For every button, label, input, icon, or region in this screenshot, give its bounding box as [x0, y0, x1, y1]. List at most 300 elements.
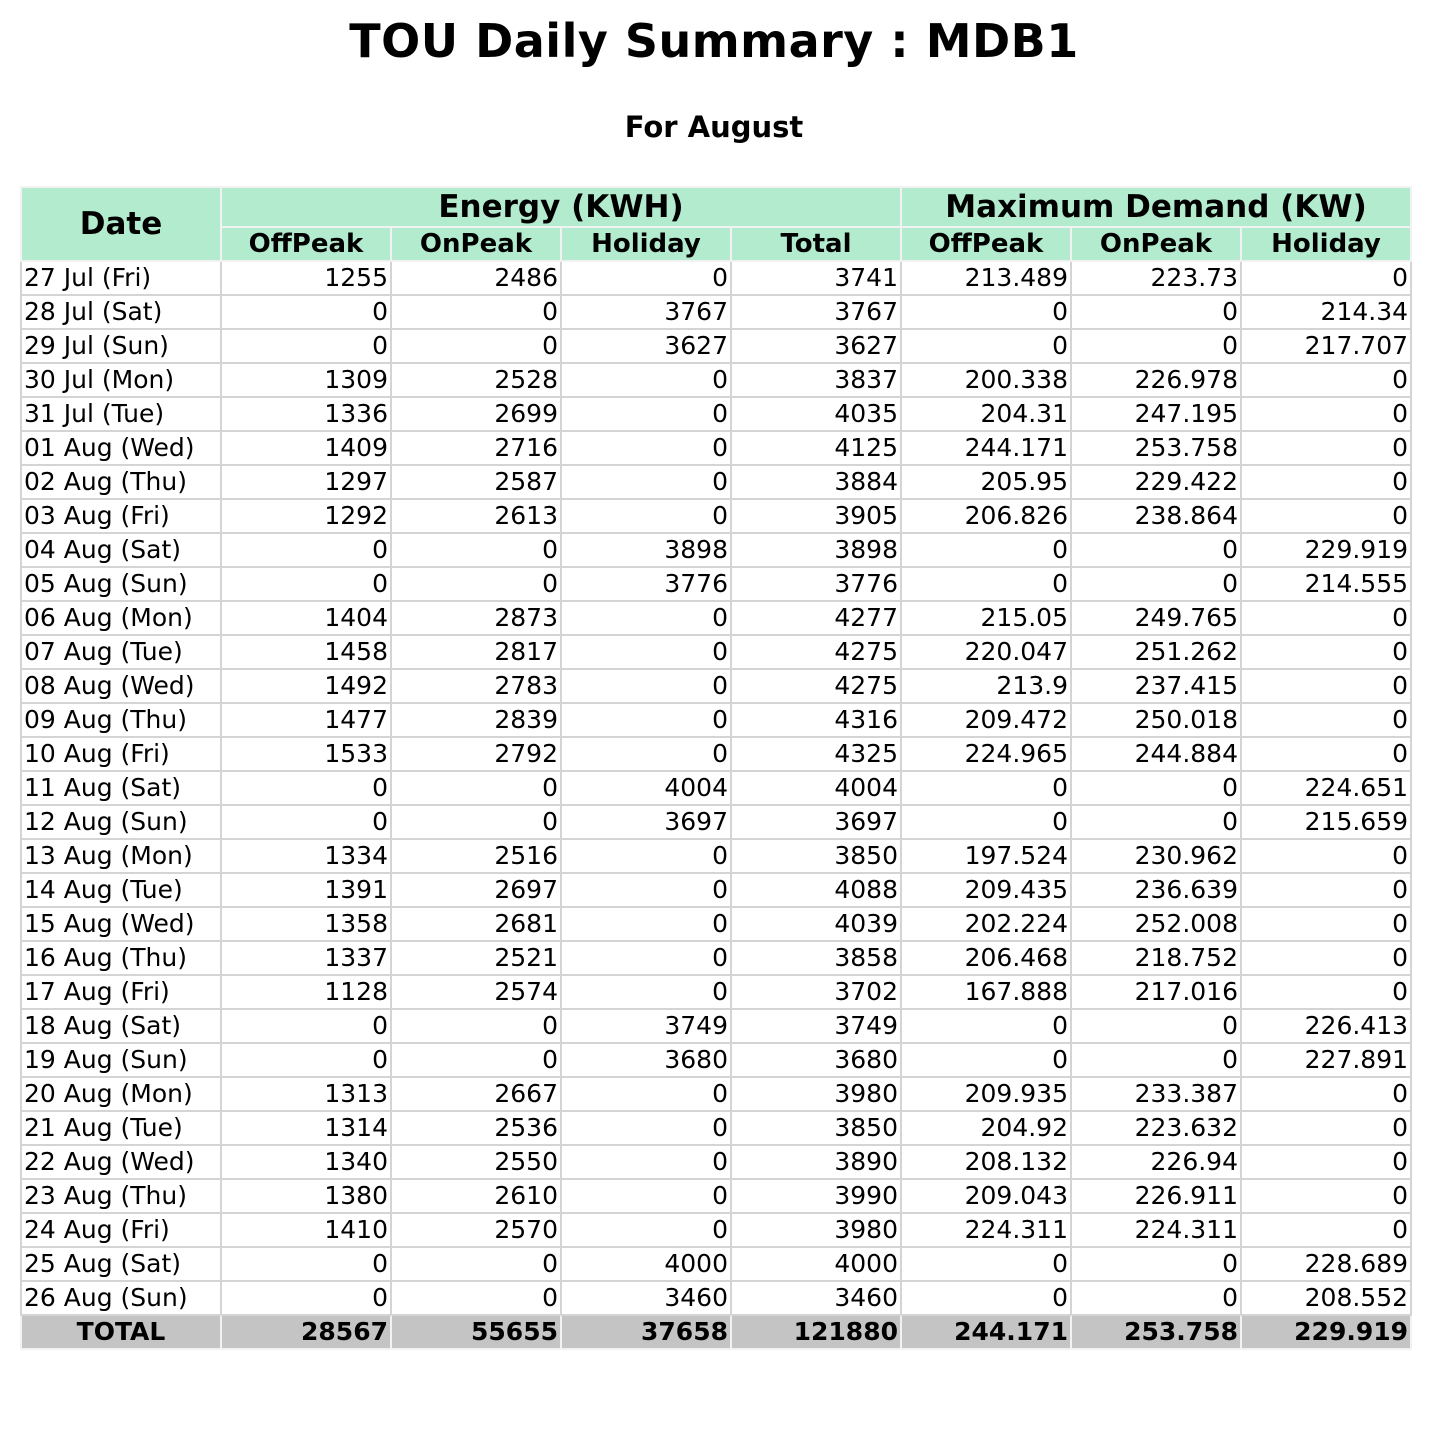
demand-onpeak-cell: 0 [1071, 805, 1241, 839]
demand-onpeak-cell: 226.978 [1071, 363, 1241, 397]
energy-holiday-cell: 0 [561, 975, 731, 1009]
date-cell: 07 Aug (Tue) [21, 635, 221, 669]
demand-offpeak-cell: 205.95 [901, 465, 1071, 499]
energy-holiday-cell: 0 [561, 363, 731, 397]
energy-total-cell: 3980 [731, 1077, 901, 1111]
demand-onpeak-cell: 217.016 [1071, 975, 1241, 1009]
demand-offpeak-cell: 0 [901, 771, 1071, 805]
energy-holiday-cell: 0 [561, 1111, 731, 1145]
demand-offpeak-cell: 0 [901, 1009, 1071, 1043]
demand-holiday-cell: 0 [1241, 737, 1411, 771]
date-cell: 03 Aug (Fri) [21, 499, 221, 533]
demand-onpeak-cell: 244.884 [1071, 737, 1241, 771]
demand-holiday-cell: 214.34 [1241, 295, 1411, 329]
energy-total-cell: 3680 [731, 1043, 901, 1077]
energy-total-cell: 3767 [731, 295, 901, 329]
energy-offpeak-cell: 1409 [221, 431, 391, 465]
date-cell: 30 Jul (Mon) [21, 363, 221, 397]
energy-holiday-cell: 0 [561, 601, 731, 635]
energy-offpeak-cell: 0 [221, 1009, 391, 1043]
date-cell: 11 Aug (Sat) [21, 771, 221, 805]
energy-total-cell: 3850 [731, 1111, 901, 1145]
energy-holiday-cell: 0 [561, 941, 731, 975]
table-row [21, 669, 1411, 703]
demand-holiday-cell: 0 [1241, 1145, 1411, 1179]
date-cell: 06 Aug (Mon) [21, 601, 221, 635]
demand-offpeak-header: OffPeak [901, 227, 1071, 261]
date-cell: 24 Aug (Fri) [21, 1213, 221, 1247]
demand-onpeak-cell: 238.864 [1071, 499, 1241, 533]
demand-offpeak-cell: 224.965 [901, 737, 1071, 771]
date-cell: 21 Aug (Tue) [21, 1111, 221, 1145]
demand-offpeak-cell: 206.468 [901, 941, 1071, 975]
demand-holiday-cell: 0 [1241, 601, 1411, 635]
energy-onpeak-cell: 0 [391, 1281, 561, 1315]
energy-holiday-cell: 0 [561, 635, 731, 669]
total-energy-onpeak: 55655 [391, 1315, 561, 1349]
energy-holiday-cell: 0 [561, 1179, 731, 1213]
demand-onpeak-cell: 247.195 [1071, 397, 1241, 431]
energy-offpeak-cell: 1313 [221, 1077, 391, 1111]
energy-holiday-cell: 0 [561, 1145, 731, 1179]
energy-onpeak-cell: 2536 [391, 1111, 561, 1145]
energy-onpeak-cell: 2550 [391, 1145, 561, 1179]
demand-offpeak-cell: 0 [901, 1043, 1071, 1077]
total-energy-offpeak: 28567 [221, 1315, 391, 1349]
energy-holiday-cell: 3767 [561, 295, 731, 329]
energy-onpeak-cell: 2528 [391, 363, 561, 397]
energy-holiday-cell: 0 [561, 1077, 731, 1111]
energy-total-cell: 3460 [731, 1281, 901, 1315]
table-row [21, 1077, 1411, 1111]
demand-holiday-cell: 0 [1241, 431, 1411, 465]
energy-offpeak-cell: 0 [221, 295, 391, 329]
energy-holiday-cell: 0 [561, 703, 731, 737]
table-row [21, 635, 1411, 669]
demand-offpeak-cell: 208.132 [901, 1145, 1071, 1179]
table-row [21, 1043, 1411, 1077]
total-demand-onpeak: 253.758 [1071, 1315, 1241, 1349]
energy-offpeak-cell: 1340 [221, 1145, 391, 1179]
demand-offpeak-cell: 200.338 [901, 363, 1071, 397]
energy-onpeak-cell: 2587 [391, 465, 561, 499]
energy-onpeak-cell: 0 [391, 295, 561, 329]
table-row [21, 907, 1411, 941]
energy-total-cell: 3990 [731, 1179, 901, 1213]
demand-onpeak-cell: 0 [1071, 533, 1241, 567]
energy-onpeak-cell: 2516 [391, 839, 561, 873]
energy-holiday-cell: 0 [561, 499, 731, 533]
energy-holiday-cell: 3898 [561, 533, 731, 567]
energy-holiday-cell: 3697 [561, 805, 731, 839]
table-row [21, 1145, 1411, 1179]
date-cell: 27 Jul (Fri) [21, 261, 221, 295]
date-column-header: Date [21, 187, 221, 261]
table-row [21, 771, 1411, 805]
energy-offpeak-cell: 1358 [221, 907, 391, 941]
date-cell: 26 Aug (Sun) [21, 1281, 221, 1315]
demand-offpeak-cell: 213.9 [901, 669, 1071, 703]
demand-offpeak-cell: 167.888 [901, 975, 1071, 1009]
tou-summary-table [20, 186, 1412, 1350]
demand-offpeak-cell: 0 [901, 567, 1071, 601]
energy-offpeak-header: OffPeak [221, 227, 391, 261]
energy-onpeak-cell: 2613 [391, 499, 561, 533]
demand-holiday-cell: 226.413 [1241, 1009, 1411, 1043]
energy-offpeak-cell: 0 [221, 1247, 391, 1281]
energy-offpeak-cell: 1337 [221, 941, 391, 975]
energy-offpeak-cell: 0 [221, 771, 391, 805]
energy-offpeak-cell: 1410 [221, 1213, 391, 1247]
energy-onpeak-cell: 2697 [391, 873, 561, 907]
demand-offpeak-cell: 0 [901, 1247, 1071, 1281]
energy-offpeak-cell: 1477 [221, 703, 391, 737]
total-label: TOTAL [21, 1315, 221, 1349]
demand-holiday-cell: 224.651 [1241, 771, 1411, 805]
energy-offpeak-cell: 0 [221, 567, 391, 601]
demand-onpeak-cell: 0 [1071, 329, 1241, 363]
table-row [21, 941, 1411, 975]
energy-total-cell: 3776 [731, 567, 901, 601]
demand-onpeak-cell: 226.94 [1071, 1145, 1241, 1179]
date-cell: 01 Aug (Wed) [21, 431, 221, 465]
date-cell: 20 Aug (Mon) [21, 1077, 221, 1111]
energy-holiday-cell: 3680 [561, 1043, 731, 1077]
energy-holiday-cell: 0 [561, 907, 731, 941]
energy-holiday-cell: 4000 [561, 1247, 731, 1281]
table-row [21, 533, 1411, 567]
demand-onpeak-cell: 0 [1071, 1009, 1241, 1043]
energy-total-cell: 3837 [731, 363, 901, 397]
demand-onpeak-cell: 229.422 [1071, 465, 1241, 499]
energy-offpeak-cell: 1255 [221, 261, 391, 295]
demand-offpeak-cell: 209.043 [901, 1179, 1071, 1213]
energy-onpeak-header: OnPeak [391, 227, 561, 261]
date-cell: 29 Jul (Sun) [21, 329, 221, 363]
demand-onpeak-cell: 233.387 [1071, 1077, 1241, 1111]
demand-offpeak-cell: 209.935 [901, 1077, 1071, 1111]
demand-holiday-cell: 0 [1241, 873, 1411, 907]
energy-offpeak-cell: 0 [221, 805, 391, 839]
energy-onpeak-cell: 2792 [391, 737, 561, 771]
table-row [21, 1247, 1411, 1281]
demand-holiday-cell: 0 [1241, 975, 1411, 1009]
energy-total-cell: 3741 [731, 261, 901, 295]
table-row [21, 1111, 1411, 1145]
date-cell: 15 Aug (Wed) [21, 907, 221, 941]
demand-holiday-cell: 0 [1241, 703, 1411, 737]
energy-offpeak-cell: 1492 [221, 669, 391, 703]
demand-group-header: Maximum Demand (KW) [901, 187, 1411, 227]
date-cell: 18 Aug (Sat) [21, 1009, 221, 1043]
date-cell: 10 Aug (Fri) [21, 737, 221, 771]
demand-holiday-cell: 214.555 [1241, 567, 1411, 601]
demand-holiday-cell: 0 [1241, 465, 1411, 499]
energy-total-cell: 3702 [731, 975, 901, 1009]
total-row [21, 1315, 1411, 1349]
table-row [21, 567, 1411, 601]
energy-onpeak-cell: 0 [391, 805, 561, 839]
energy-total-cell: 4275 [731, 669, 901, 703]
demand-onpeak-cell: 226.911 [1071, 1179, 1241, 1213]
demand-offpeak-cell: 224.311 [901, 1213, 1071, 1247]
demand-holiday-cell: 0 [1241, 635, 1411, 669]
table-row [21, 703, 1411, 737]
table-row [21, 431, 1411, 465]
demand-offpeak-cell: 204.31 [901, 397, 1071, 431]
date-cell: 25 Aug (Sat) [21, 1247, 221, 1281]
date-cell: 31 Jul (Tue) [21, 397, 221, 431]
table-row [21, 499, 1411, 533]
energy-onpeak-cell: 2783 [391, 669, 561, 703]
demand-offpeak-cell: 0 [901, 295, 1071, 329]
energy-holiday-cell: 0 [561, 839, 731, 873]
energy-onpeak-cell: 2873 [391, 601, 561, 635]
demand-onpeak-cell: 253.758 [1071, 431, 1241, 465]
demand-holiday-cell: 0 [1241, 1179, 1411, 1213]
energy-holiday-cell: 0 [561, 737, 731, 771]
energy-total-cell: 3749 [731, 1009, 901, 1043]
energy-offpeak-cell: 1391 [221, 873, 391, 907]
energy-holiday-cell: 4004 [561, 771, 731, 805]
date-cell: 22 Aug (Wed) [21, 1145, 221, 1179]
energy-holiday-cell: 3460 [561, 1281, 731, 1315]
energy-holiday-cell: 3627 [561, 329, 731, 363]
energy-total-cell: 4000 [731, 1247, 901, 1281]
demand-offpeak-cell: 209.472 [901, 703, 1071, 737]
demand-holiday-cell: 215.659 [1241, 805, 1411, 839]
date-cell: 02 Aug (Thu) [21, 465, 221, 499]
energy-offpeak-cell: 0 [221, 1281, 391, 1315]
demand-holiday-cell: 0 [1241, 1077, 1411, 1111]
energy-holiday-cell: 3749 [561, 1009, 731, 1043]
table-row [21, 1213, 1411, 1247]
energy-group-header: Energy (KWH) [221, 187, 901, 227]
demand-onpeak-cell: 0 [1071, 295, 1241, 329]
demand-onpeak-cell: 223.632 [1071, 1111, 1241, 1145]
demand-offpeak-cell: 197.524 [901, 839, 1071, 873]
energy-holiday-header: Holiday [561, 227, 731, 261]
demand-onpeak-cell: 0 [1071, 1043, 1241, 1077]
demand-offpeak-cell: 213.489 [901, 261, 1071, 295]
demand-onpeak-cell: 224.311 [1071, 1213, 1241, 1247]
date-cell: 12 Aug (Sun) [21, 805, 221, 839]
energy-onpeak-cell: 2839 [391, 703, 561, 737]
energy-holiday-cell: 0 [561, 261, 731, 295]
table-row [21, 839, 1411, 873]
demand-onpeak-cell: 0 [1071, 1281, 1241, 1315]
demand-offpeak-cell: 215.05 [901, 601, 1071, 635]
energy-total-cell: 3980 [731, 1213, 901, 1247]
energy-onpeak-cell: 2486 [391, 261, 561, 295]
energy-total-cell: 3905 [731, 499, 901, 533]
date-cell: 19 Aug (Sun) [21, 1043, 221, 1077]
table-row [21, 1281, 1411, 1315]
demand-onpeak-cell: 250.018 [1071, 703, 1241, 737]
demand-onpeak-cell: 0 [1071, 1247, 1241, 1281]
energy-offpeak-cell: 1336 [221, 397, 391, 431]
energy-offpeak-cell: 0 [221, 1043, 391, 1077]
total-demand-holiday: 229.919 [1241, 1315, 1411, 1349]
energy-onpeak-cell: 2610 [391, 1179, 561, 1213]
demand-holiday-cell: 0 [1241, 363, 1411, 397]
energy-total-cell: 4088 [731, 873, 901, 907]
energy-onpeak-cell: 0 [391, 771, 561, 805]
energy-offpeak-cell: 1314 [221, 1111, 391, 1145]
energy-total-cell: 4125 [731, 431, 901, 465]
energy-holiday-cell: 0 [561, 431, 731, 465]
demand-offpeak-cell: 206.826 [901, 499, 1071, 533]
energy-onpeak-cell: 0 [391, 567, 561, 601]
demand-offpeak-cell: 0 [901, 805, 1071, 839]
energy-offpeak-cell: 1533 [221, 737, 391, 771]
page-subtitle: For August [624, 110, 804, 144]
demand-offpeak-cell: 209.435 [901, 873, 1071, 907]
table-body [21, 261, 1411, 1315]
demand-offpeak-cell: 202.224 [901, 907, 1071, 941]
table-row [21, 737, 1411, 771]
demand-holiday-cell: 0 [1241, 397, 1411, 431]
demand-offpeak-cell: 0 [901, 329, 1071, 363]
date-cell: 05 Aug (Sun) [21, 567, 221, 601]
table-row [21, 261, 1411, 295]
date-cell: 17 Aug (Fri) [21, 975, 221, 1009]
energy-holiday-cell: 0 [561, 1213, 731, 1247]
table-row [21, 975, 1411, 1009]
demand-onpeak-cell: 0 [1071, 771, 1241, 805]
energy-total-cell: 3627 [731, 329, 901, 363]
energy-onpeak-cell: 2817 [391, 635, 561, 669]
table-row [21, 465, 1411, 499]
energy-holiday-cell: 0 [561, 465, 731, 499]
energy-offpeak-cell: 1404 [221, 601, 391, 635]
demand-onpeak-header: OnPeak [1071, 227, 1241, 261]
demand-holiday-cell: 0 [1241, 669, 1411, 703]
energy-holiday-cell: 0 [561, 873, 731, 907]
demand-holiday-cell: 0 [1241, 499, 1411, 533]
demand-onpeak-cell: 249.765 [1071, 601, 1241, 635]
demand-onpeak-cell: 230.962 [1071, 839, 1241, 873]
demand-holiday-cell: 227.891 [1241, 1043, 1411, 1077]
date-cell: 14 Aug (Tue) [21, 873, 221, 907]
energy-onpeak-cell: 2574 [391, 975, 561, 1009]
energy-holiday-cell: 0 [561, 397, 731, 431]
demand-holiday-cell: 0 [1241, 839, 1411, 873]
total-demand-offpeak: 244.171 [901, 1315, 1071, 1349]
demand-holiday-cell: 0 [1241, 941, 1411, 975]
demand-onpeak-cell: 223.73 [1071, 261, 1241, 295]
date-cell: 08 Aug (Wed) [21, 669, 221, 703]
total-energy-holiday: 37658 [561, 1315, 731, 1349]
energy-holiday-cell: 0 [561, 669, 731, 703]
energy-total-cell: 4039 [731, 907, 901, 941]
energy-total-cell: 3858 [731, 941, 901, 975]
energy-onpeak-cell: 0 [391, 329, 561, 363]
demand-onpeak-cell: 0 [1071, 567, 1241, 601]
table-row [21, 363, 1411, 397]
table-row [21, 1179, 1411, 1213]
table-row [21, 397, 1411, 431]
energy-total-cell: 4004 [731, 771, 901, 805]
date-cell: 23 Aug (Thu) [21, 1179, 221, 1213]
energy-total-cell: 4325 [731, 737, 901, 771]
energy-total-cell: 3697 [731, 805, 901, 839]
energy-offpeak-cell: 1292 [221, 499, 391, 533]
energy-onpeak-cell: 2716 [391, 431, 561, 465]
energy-offpeak-cell: 1380 [221, 1179, 391, 1213]
energy-total-cell: 3884 [731, 465, 901, 499]
demand-offpeak-cell: 220.047 [901, 635, 1071, 669]
demand-onpeak-cell: 218.752 [1071, 941, 1241, 975]
table-row [21, 295, 1411, 329]
demand-onpeak-cell: 237.415 [1071, 669, 1241, 703]
energy-total-cell: 3890 [731, 1145, 901, 1179]
energy-onpeak-cell: 2681 [391, 907, 561, 941]
energy-total-cell: 4316 [731, 703, 901, 737]
energy-total-cell: 3898 [731, 533, 901, 567]
energy-holiday-cell: 3776 [561, 567, 731, 601]
date-cell: 16 Aug (Thu) [21, 941, 221, 975]
demand-onpeak-cell: 236.639 [1071, 873, 1241, 907]
energy-total-cell: 4277 [731, 601, 901, 635]
date-cell: 09 Aug (Thu) [21, 703, 221, 737]
energy-total-cell: 3850 [731, 839, 901, 873]
table-row [21, 805, 1411, 839]
energy-onpeak-cell: 2521 [391, 941, 561, 975]
table-row [21, 601, 1411, 635]
energy-total-header: Total [731, 227, 901, 261]
demand-holiday-cell: 0 [1241, 1111, 1411, 1145]
energy-onpeak-cell: 0 [391, 1043, 561, 1077]
demand-offpeak-cell: 0 [901, 533, 1071, 567]
energy-onpeak-cell: 0 [391, 1009, 561, 1043]
energy-total-cell: 4275 [731, 635, 901, 669]
demand-onpeak-cell: 252.008 [1071, 907, 1241, 941]
table-row [21, 329, 1411, 363]
demand-holiday-cell: 228.689 [1241, 1247, 1411, 1281]
demand-offpeak-cell: 0 [901, 1281, 1071, 1315]
energy-onpeak-cell: 2699 [391, 397, 561, 431]
energy-onpeak-cell: 2570 [391, 1213, 561, 1247]
demand-holiday-cell: 0 [1241, 261, 1411, 295]
demand-holiday-cell: 229.919 [1241, 533, 1411, 567]
date-cell: 13 Aug (Mon) [21, 839, 221, 873]
demand-offpeak-cell: 204.92 [901, 1111, 1071, 1145]
energy-total-cell: 4035 [731, 397, 901, 431]
table-row [21, 873, 1411, 907]
energy-offpeak-cell: 0 [221, 329, 391, 363]
energy-offpeak-cell: 1309 [221, 363, 391, 397]
energy-onpeak-cell: 2667 [391, 1077, 561, 1111]
demand-holiday-cell: 0 [1241, 907, 1411, 941]
energy-offpeak-cell: 1458 [221, 635, 391, 669]
table-row [21, 1009, 1411, 1043]
date-cell: 28 Jul (Sat) [21, 295, 221, 329]
demand-holiday-cell: 217.707 [1241, 329, 1411, 363]
total-energy-total: 121880 [731, 1315, 901, 1349]
energy-offpeak-cell: 0 [221, 533, 391, 567]
demand-onpeak-cell: 251.262 [1071, 635, 1241, 669]
energy-offpeak-cell: 1334 [221, 839, 391, 873]
energy-offpeak-cell: 1128 [221, 975, 391, 1009]
date-cell: 04 Aug (Sat) [21, 533, 221, 567]
energy-onpeak-cell: 0 [391, 533, 561, 567]
energy-offpeak-cell: 1297 [221, 465, 391, 499]
demand-holiday-cell: 208.552 [1241, 1281, 1411, 1315]
demand-holiday-cell: 0 [1241, 1213, 1411, 1247]
energy-onpeak-cell: 0 [391, 1247, 561, 1281]
demand-holiday-header: Holiday [1241, 227, 1411, 261]
